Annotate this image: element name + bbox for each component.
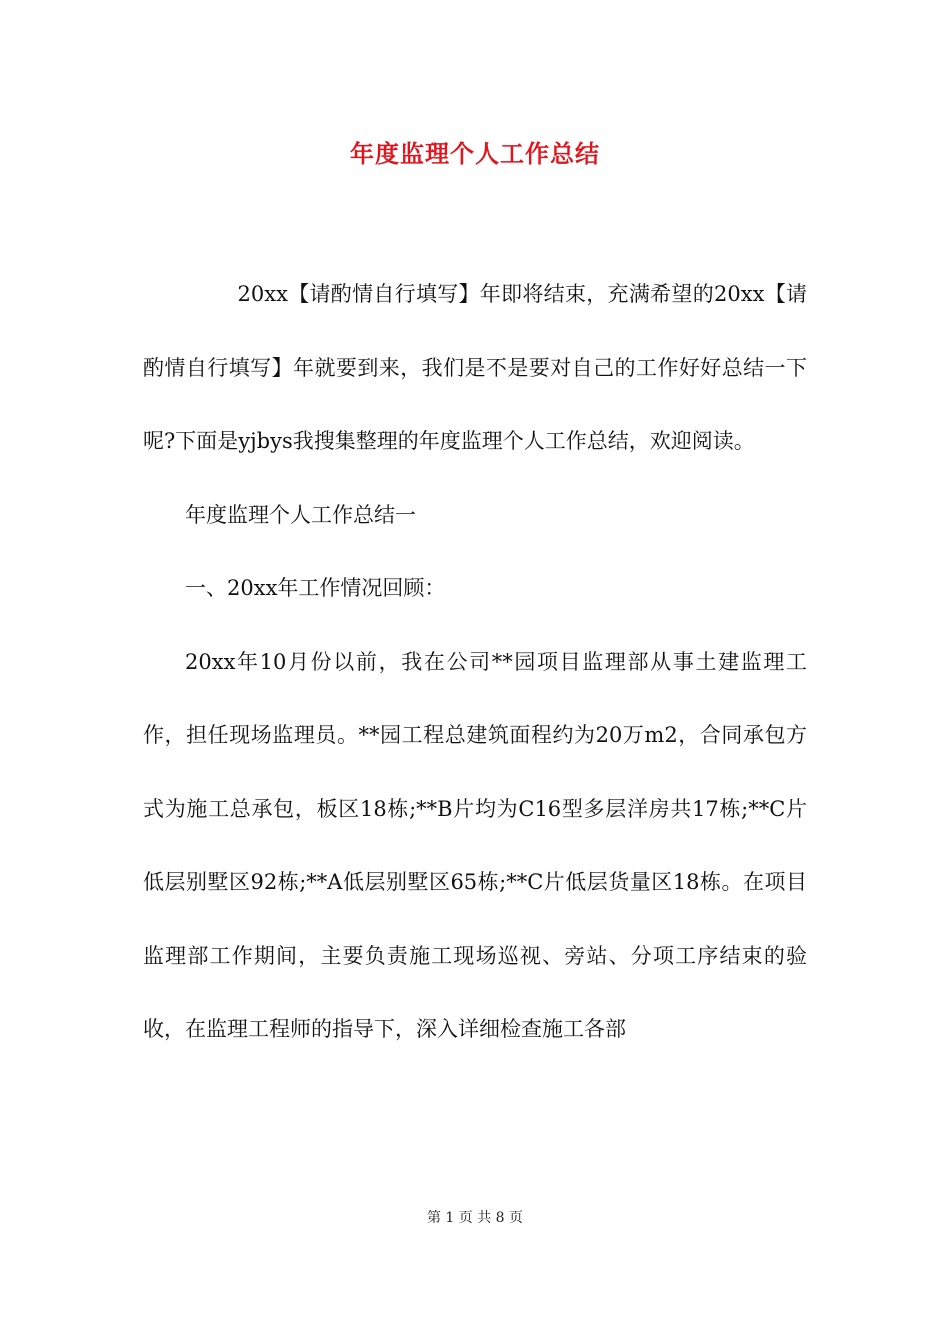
- page-number-footer: 第 1 页 共 8 页: [426, 1210, 524, 1226]
- document-title: 年度监理个人工作总结: [350, 139, 600, 168]
- document-body: [143, 258, 807, 1067]
- subsection-heading: 一、20xx年工作情况回顾：: [185, 576, 446, 600]
- intro-paragraph: 20xx【请酌情自行填写】年即将结束，充满希望的20xx【请酌情自行填写】年就要到来，我们是不是要对自己的工作好好总结一下呢?下面是yjbys我搜集整理的年度监理个人工作总结，欢迎阅读。: [143, 282, 807, 453]
- section-heading: 年度监理个人工作总结一: [185, 502, 416, 527]
- body-paragraph: 20xx年10月份以前，我在公司**园项目监理部从事土建监理工作，担任现场监理员。**园工程总建筑面程约为20万m2，合同承包方式为施工总承包，板区18栋;**B片均为C16型多层洋房共17栋;**C片低层别墅区92栋;**A低层别墅区65栋;**C片低层货量区18栋。在项目监理部工作期间，主要负责施工现场巡视、旁站、分项工序结束的验收，在监理工程师的指导下，深入详细检查施工各部: [143, 649, 807, 1041]
